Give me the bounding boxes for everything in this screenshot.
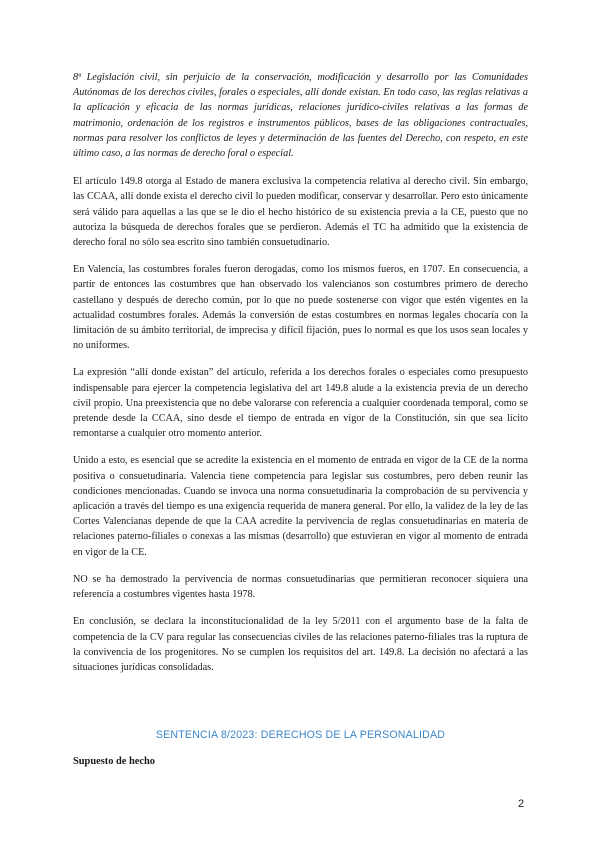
section-heading: SENTENCIA 8/2023: DERECHOS DE LA PERSONALIDAD <box>155 729 446 741</box>
paragraph: El artículo 149.8 otorga al Estado de manera exclusiva la competencia relativa al derecho civil. Sin embargo, las CCAA, allí donde exista el derecho civil lo pueden modificar, conservar y desarrollar. Pero esto únicamente será válido para aquellas a las que se le dio el hecho histórico de su existencia previa a la CE, puesto que no autoriza la búsqueda de derechos forales que se perdieron. Además el TC ha admitido que la existencia de derecho foral no sólo sea escrito sino también consuetudinario. <box>73 176 528 249</box>
paragraph: La expresión “allí donde existan” del artículo, referida a los derechos forales o especiales como presupuesto indispensable para ejercer la competencia legislativa del art 149.8 alude a la existencia previa de un derecho civil propio. Una preexistencia que no debe valorarse con referencia a cualquier coordenada temporal, como se pretende desde la CCAA, sino desde el tiempo de entrada en vigor de la Constitución, sin que sea lícito remontarse a cualquier otro momento anterior. <box>73 367 528 440</box>
paragraph: NO se ha demostrado la pervivencia de normas consuetudinarias que permitieran reconocer siquiera una referencia a costumbres vigentes hasta 1978. <box>73 573 528 601</box>
document-body <box>73 70 528 687</box>
paragraph: En Valencia, las costumbres forales fueron derogadas, como los mismos fueros, en 1707. En consecuencia, a partir de entonces las costumbres que han observado los valencianos son costumbres primero de derecho castellano y después de derecho común, por lo que no puede sostenerse con vigor que estén vigentes en la actualidad costumbres forales. Además la conversión de estas costumbres en normas legales chocaría con la limitación de su ámbito territorial, de imprecisa y difícil fijación, pues lo normal es que los usos sean locales y no uniformes. <box>73 264 528 352</box>
subheading: Supuesto de hecho <box>73 756 155 767</box>
quoted-article-text: 8ª Legislación civil, sin perjuicio de la conservación, modificación y desarrollo por las Comunidades Autónomas de los derechos civiles, forales o especiales, allí donde existan. En todo caso, las reglas relativas a la aplicación y eficacia de las normas jurídicas, relaciones jurídico-civiles relativas a las formas de matrimonio, ordenación de los registros e instrumentos públicos, bases de las obligaciones contractuales, normas para resolver los conflictos de leyes y determinación de las fuentes del Derecho, con respeto, en este último caso, a las normas de derecho foral o especial. <box>73 72 528 160</box>
paragraph: Unido a esto, es esencial que se acredite la existencia en el momento de entrada en vigor de la CE de la norma positiva o consuetudinaria. Valencia tiene competencia para legislar sus costumbres, pero deben reunir las condiciones mencionadas. Cuando se invoca una norma consuetudinaria la comprobación de su pervivencia y aplicación a través del tiempo es una exigencia requerida de manera general. Por ello, la validez de la ley de las Cortes Valencianas depende de que la CAA acredite la pervivencia de reglas consuetudinarias en materia de relaciones paterno-filiales o conexas a las mismas (desarrollo) que estuvieran en vigor al momento de entrada en vigor de la CE. <box>73 455 528 558</box>
page-number: 2 <box>518 798 525 810</box>
paragraph: En conclusión, se declara la inconstitucionalidad de la ley 5/2011 con el argumento base de la falta de competencia de la CV para regular las consecuencias civiles de las relaciones paterno-filiales tras la ruptura de la convivencia de los progenitores. No se cumplen los requisitos del art. 149.8. La decisión no afectará a las situaciones jurídicas consolidadas. <box>73 616 528 673</box>
